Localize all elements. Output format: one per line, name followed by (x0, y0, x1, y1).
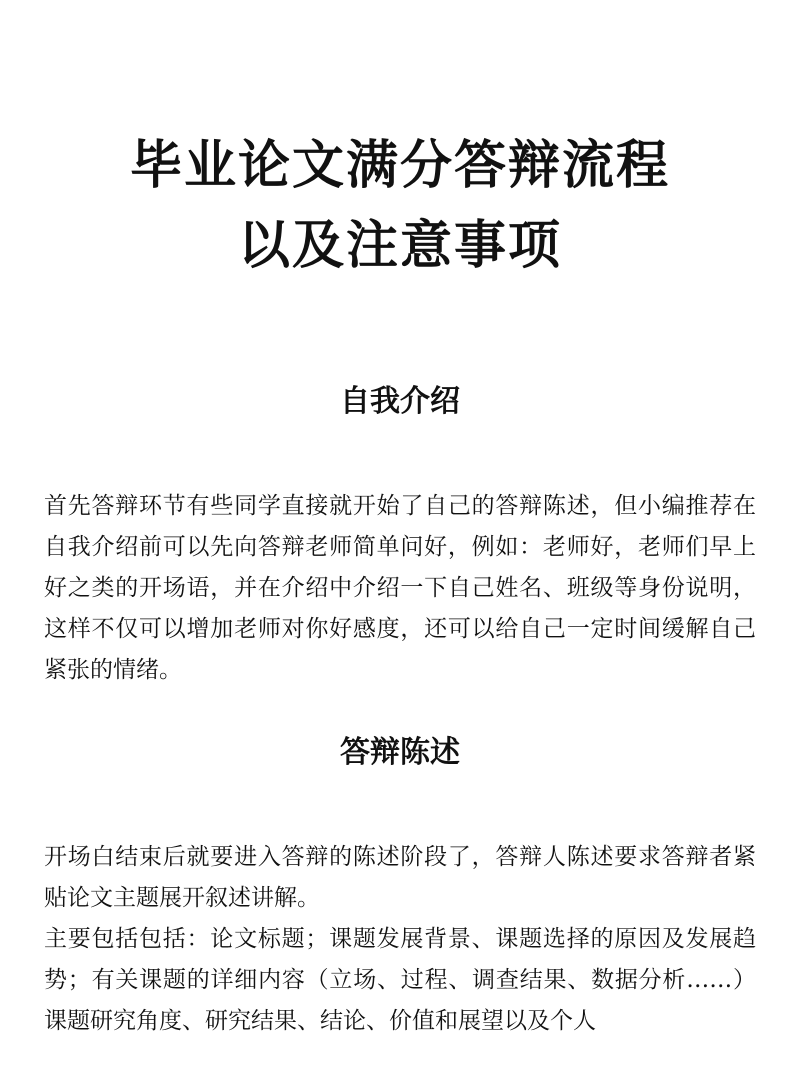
section-body-self-introduction (44, 486, 756, 691)
section-heading-defense-statement: 答辩陈述 (340, 735, 460, 770)
section-heading-self-introduction: 自我介绍 (340, 384, 460, 419)
paragraph: 主要包括包括：论文标题；课题发展背景、课题选择的原因及发展趋势；有关课题的详细内容（立场、过程、调查结果、数据分析……）课题研究角度、研究结果、结论、价值和展望以及个人 (44, 926, 756, 1034)
document-title (0, 126, 800, 286)
section-body-defense-statement (44, 837, 756, 1042)
paragraph: 首先答辩环节有些同学直接就开始了自己的答辩陈述，但小编推荐在自我介绍前可以先向答辩老师简单问好，例如：老师好，老师们早上好之类的开场语，并在介绍中介绍一下自己姓名、班级等身份说明，这样不仅可以增加老师对你好感度，还可以给自己一定时间缓解自己紧张的情绪。 (44, 493, 756, 683)
title-line-1: 毕业论文满分答辩流程 (129, 135, 670, 196)
title-line-2: 以及注意事项 (237, 215, 562, 276)
paragraph: 开场白结束后就要进入答辩的陈述阶段了，答辩人陈述要求答辩者紧贴论文主题展开叙述讲解。 (44, 844, 756, 911)
